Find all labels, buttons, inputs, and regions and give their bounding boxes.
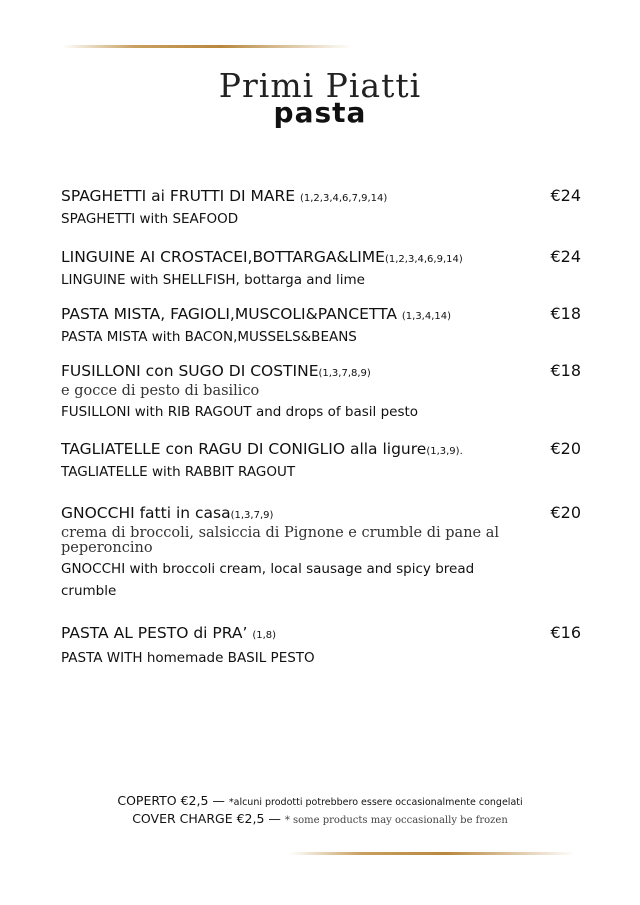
dish-name: GNOCCHI fatti in casa	[61, 504, 231, 522]
menu-item	[61, 623, 581, 668]
frozen-note: * some products may occasionally be frozen	[284, 815, 508, 826]
dish-english: LINGUINE with SHELLFISH, bottarga and lime	[61, 272, 365, 288]
menu-item	[61, 186, 581, 229]
dish-name: TAGLIATELLE con RAGU DI CONIGLIO alla ligure	[61, 440, 427, 458]
menu-item	[61, 247, 581, 290]
dish-name: LINGUINE AI CROSTACEI,BOTTARGA&LIME	[61, 248, 385, 266]
dish-price: €24	[550, 247, 581, 266]
menu-item	[61, 439, 581, 482]
dish-name: PASTA AL PESTO di PRA’	[61, 624, 253, 642]
menu-subtitle: pasta	[273, 96, 367, 129]
cover-charge-italian	[0, 793, 640, 808]
dish-english: FUSILLONI with RIB RAGOUT and drops of basil pesto	[61, 404, 419, 420]
allergen-codes: (1,3,7,8,9)	[318, 368, 371, 379]
cover-charge-text: COVER CHARGE €2,5 —	[132, 811, 285, 826]
allergen-codes: (1,2,3,4,6,9,14)	[384, 254, 463, 265]
dish-english: GNOCCHI with broccoli cream, local sausage and spicy bread crumble	[61, 561, 475, 599]
dish-english: PASTA MISTA with BACON,MUSSELS&BEANS	[61, 329, 357, 345]
menu-item	[61, 503, 581, 602]
top-decorative-rule	[62, 45, 352, 48]
dish-price: €20	[550, 439, 581, 458]
allergen-codes: (1,8)	[252, 630, 277, 641]
allergen-codes: (1,2,3,4,6,7,9,14)	[299, 193, 388, 204]
dish-name: FUSILLONI con SUGO DI COSTINE	[61, 362, 319, 380]
menu-title: Primi Piatti	[218, 66, 422, 105]
frozen-note: *alcuni prodotti potrebbero essere occasionalmente congelati	[228, 797, 523, 808]
menu-item	[61, 361, 581, 422]
dish-italian-description: e gocce di pesto di basilico	[61, 383, 260, 399]
dish-price: €18	[550, 361, 581, 380]
allergen-codes: (1,3,4,14)	[401, 311, 452, 322]
allergen-codes: (1,3,9).	[426, 446, 463, 457]
dish-name: PASTA MISTA, FAGIOLI,MUSCOLI&PANCETTA	[61, 305, 402, 323]
dish-italian-description: crema di broccoli, salsiccia di Pignone e crumble di pane al peperoncino	[61, 525, 500, 556]
allergen-codes: (1,3,7,9)	[230, 510, 274, 521]
dish-price: €16	[550, 623, 581, 642]
dish-price: €20	[550, 503, 581, 522]
dish-english: SPAGHETTI with SEAFOOD	[61, 211, 239, 227]
dish-english: PASTA WITH homemade BASIL PESTO	[61, 650, 315, 666]
dish-english: TAGLIATELLE with RABBIT RAGOUT	[61, 464, 296, 480]
cover-charge-english	[0, 811, 640, 826]
menu-item	[61, 304, 581, 347]
dish-price: €24	[550, 186, 581, 205]
cover-charge-text: COPERTO €2,5 —	[117, 793, 229, 808]
dish-name: SPAGHETTI ai FRUTTI DI MARE	[61, 187, 300, 205]
bottom-decorative-rule	[290, 852, 575, 855]
dish-price: €18	[550, 304, 581, 323]
